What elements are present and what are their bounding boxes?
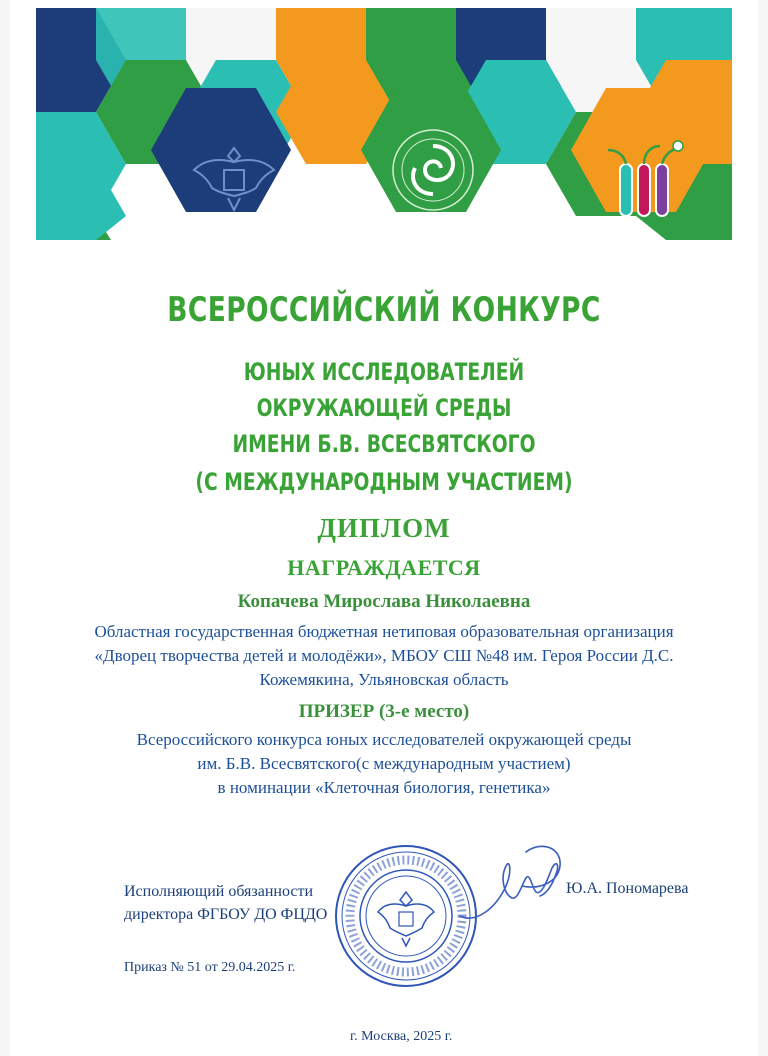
contest-description: [0, 728, 768, 800]
contest-subtitle-line-3: ИМЕНИ Б.В. ВСЕСВЯТСКОГО: [232, 430, 536, 458]
order-reference: Приказ № 51 от 29.04.2025 г.: [124, 960, 296, 975]
contest-subtitle-line-2: ОКРУЖАЮЩЕЙ СРЕДЫ: [256, 394, 512, 422]
awarded-label: НАГРАЖДАЕТСЯ: [287, 555, 481, 580]
position-line: директора ФГБОУ ДО ФЦДО: [124, 906, 328, 923]
contest-title: ВСЕРОССИЙСКИЙ КОНКУРС: [167, 290, 601, 330]
diploma-heading: ДИПЛОМ: [317, 513, 451, 543]
contest-subtitle-line-4: (С МЕЖДУНАРОДНЫМ УЧАСТИЕМ): [195, 468, 573, 496]
federal-center-logo-icon: [389, 126, 477, 214]
organization-line: «Дворец творчества детей и молодёжи», МБОУ СШ №48 им. Героя России Д.С.: [94, 646, 674, 665]
signatory-name: Ю.А. Пономарева: [566, 880, 689, 897]
organization-line: Кожемякина, Ульяновская область: [259, 670, 509, 689]
contest-subtitle-line-1: ЮНЫХ ИССЛЕДОВАТЕЛЕЙ: [243, 358, 525, 386]
contest-line: им. Б.В. Всесвятского(с международным участием): [197, 754, 571, 773]
recipient-name: Копачева Мирослава Николаевна: [237, 591, 531, 612]
position-line: Исполняющий обязанности: [124, 883, 314, 900]
contest-line: Всероссийского конкурса юных исследователей окружающей среды: [136, 730, 632, 749]
russian-eagle-emblem-icon: [188, 136, 280, 220]
handwritten-signature-icon: [456, 838, 568, 928]
contest-line: в номинации «Клеточная биология, генетика»: [217, 778, 551, 797]
organization-line: Областная государственная бюджетная нетиповая образовательная организация: [94, 622, 674, 641]
organization-block: [0, 620, 768, 692]
signatory-position: [124, 880, 327, 926]
test-tubes-icon: [598, 138, 690, 222]
prize-place: ПРИЗЕР (3-е место): [298, 701, 470, 722]
city-year: г. Москва, 2025 г.: [350, 1029, 453, 1044]
